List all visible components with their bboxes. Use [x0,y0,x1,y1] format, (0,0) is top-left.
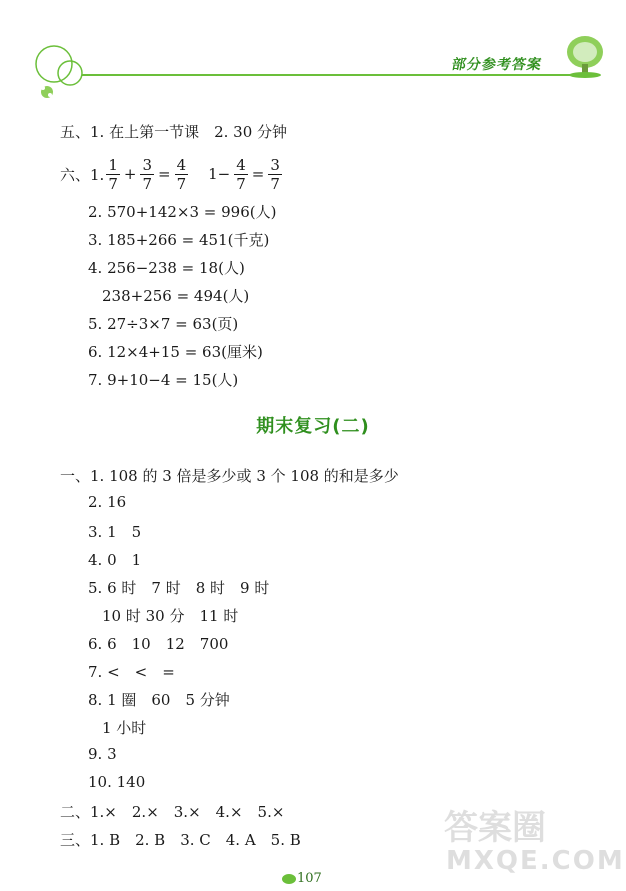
answer-line-6-5: 5. 27÷3×7 = 63(页) [88,315,239,333]
answer-line-6-4b: 238+256 = 494(人) [102,287,250,305]
header-circles-icon [0,0,90,110]
answer-line-1-5a: 5. 6 时 7 时 8 时 9 时 [88,579,270,597]
equals-sign: = [251,165,265,183]
answer-line-6-3: 3. 185+266 = 451(千克) [88,231,270,249]
answer-line-1-5b: 10 时 30 分 11 时 [102,607,239,625]
one-minus: 1− [208,165,231,183]
fraction-line [60,156,284,192]
answer-line-6-6: 6. 12×4+15 = 63(厘米) [88,343,263,361]
watermark-url: MXQE.COM [446,846,625,876]
fraction-numerator: 3 [142,155,152,174]
fraction-denominator: 7 [176,174,187,193]
answer-line-1-8a: 8. 1 圈 60 5 分钟 [88,691,230,709]
fraction-b [140,156,154,193]
answer-line-6-4a: 4. 256−238 = 18(人) [88,259,245,277]
page-number: 107 [297,871,322,886]
answer-line-1-9: 9. 3 [88,745,117,763]
section-title: 期末复习(二) [256,416,370,437]
answer-line-1-8b: 1 小时 [102,719,147,737]
answer-line-1-3: 3. 1 5 [88,523,142,541]
fraction-d [234,156,248,193]
answer-line-5-1: 五、1. 在上第一节课 2. 30 分钟 [60,123,288,141]
answer-line-6-2: 2. 570+142×3 = 996(人) [88,203,277,221]
answer-line-1-4: 4. 0 1 [88,551,142,569]
fraction-denominator: 7 [142,174,152,193]
answer-line-3: 三、1. B 2. B 3. C 4. A 5. B [60,831,301,849]
fraction-a [106,156,120,193]
fraction-denominator: 7 [270,174,280,193]
header-title: 部分参考答案 [450,57,544,73]
tree-logo-icon [560,30,610,80]
fraction-e [268,156,282,193]
answer-line-2: 二、1.× 2.× 3.× 4.× 5.× [60,803,285,821]
fraction-numerator: 1 [108,155,118,174]
fraction-denominator: 7 [108,174,118,193]
fraction-c [175,156,189,193]
answer-line-6-7: 7. 9+10−4 = 15(人) [88,371,239,389]
fraction-denominator: 7 [236,174,246,193]
answer-line-1-1: 一、1. 108 的 3 倍是多少或 3 个 108 的和是多少 [60,467,399,485]
plus-sign: + [123,165,137,183]
header-rule [82,74,598,76]
page-number-decoration [282,874,296,884]
answer-line-1-7: 7. < < = [88,663,175,681]
fraction-numerator: 4 [236,155,246,174]
fraction-numerator: 3 [270,155,280,174]
answer-line-1-10: 10. 140 [88,773,146,791]
fraction-numerator: 4 [176,155,187,174]
answer-line-1-2: 2. 16 [88,493,127,511]
equals-sign: = [157,165,171,183]
watermark-logo: 答案圈 [444,808,546,848]
answer-line-1-6: 6. 6 10 12 700 [88,635,229,653]
page-header [0,0,626,110]
fraction-line-prefix: 六、1. [60,165,105,184]
